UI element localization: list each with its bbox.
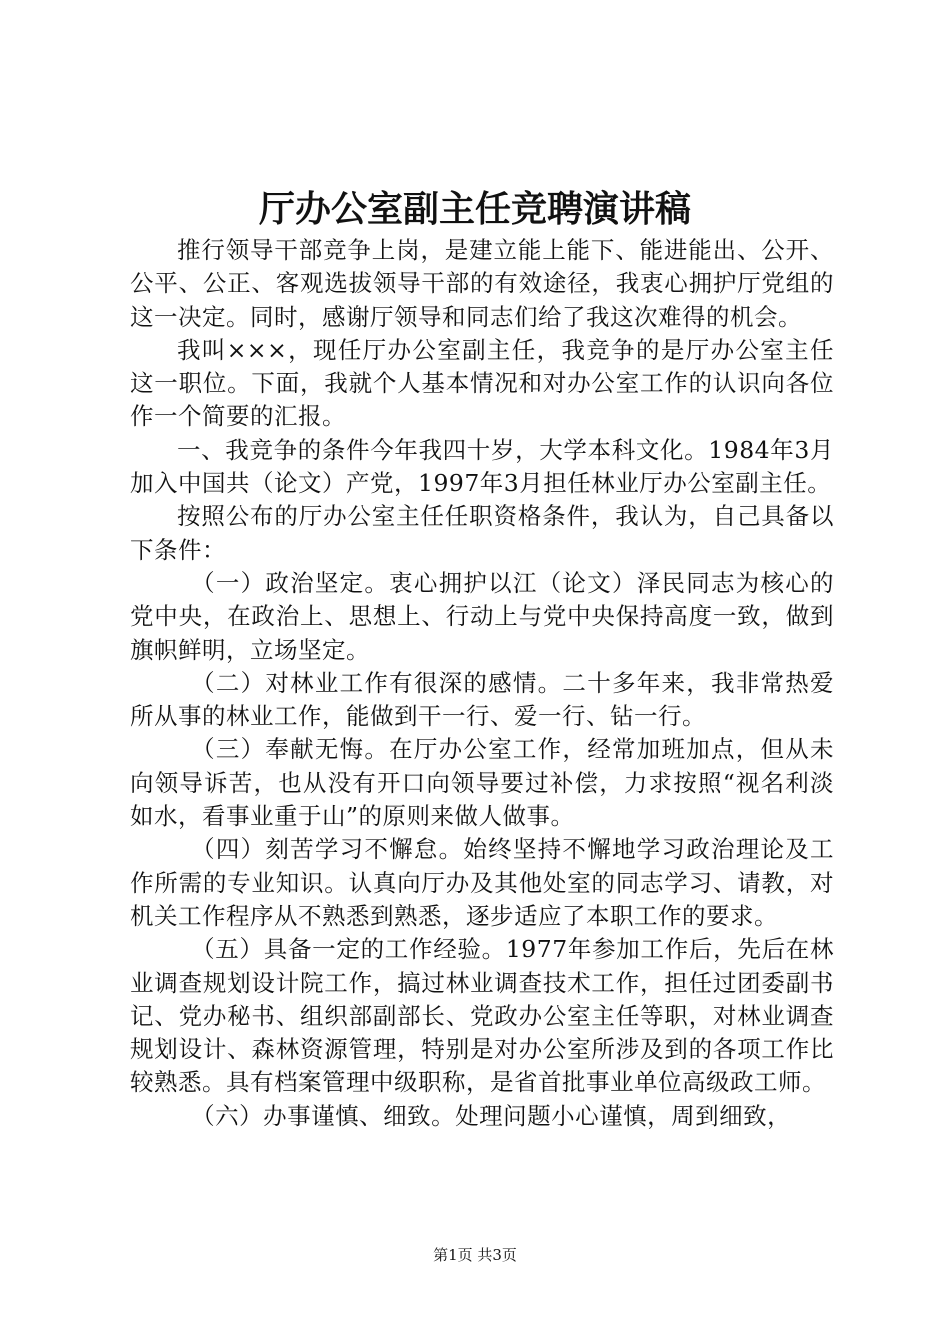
paragraph-item-4: （四）刻苦学习不懈怠。始终坚持不懈地学习政治理论及工作所需的专业知识。认真向厅办及其他处室的同志学习、请教，对机关工作程序从不熟悉到熟悉，逐步适应了本职工作的要求。 [130, 835, 834, 930]
paragraph-item-1: （一）政治坚定。衷心拥护以江（论文）泽民同志为核心的党中央，在政治上、思想上、行动上与党中央保持高度一致，做到旗帜鲜明，立场坚定。 [130, 568, 834, 664]
paragraph-intro: 推行领导干部竞争上岗，是建立能上能下、能进能出、公开、公平、公正、客观选拔领导干部的有效途径，我衷心拥护厅党组的这一决定。同时，感谢厅领导和同志们给了我这次难得的机会。 [130, 236, 834, 331]
paragraph-item-5: （五）具备一定的工作经验。1977年参加工作后，先后在林业调查规划设计院工作，搞过林业调查技术工作，担任过团委副书记、党办秘书、组织部副部长、党政办公室主任等职，对林业调查规划设计、森林资源管理，特别是对办公室所涉及到的各项工作比较熟悉。具有档案管理中级职称，是省首批事业单位高级政工师。 [130, 935, 834, 1097]
paragraph-self-intro: 我叫×××，现任厅办公室副主任，我竞争的是厅办公室主任这一职位。下面，我就个人基本情况和对办公室工作的认识向各位作一个简要的汇报。 [130, 335, 834, 431]
document-title: 厅办公室副主任竞聘演讲稿 [258, 188, 691, 230]
paragraph-qualifications: 按照公布的厅办公室主任任职资格条件，我认为，自己具备以下条件： [130, 502, 834, 564]
paragraph-conditions-heading: 一、我竞争的条件今年我四十岁，大学本科文化。1984年3月加入中国共（论文）产党，1997年3月担任林业厅办公室副主任。 [130, 435, 834, 498]
paragraph-item-6: （六）办事谨慎、细致。处理问题小心谨慎，周到细致， [191, 1101, 792, 1130]
document-body [130, 234, 834, 1133]
page-number-footer: 第1页 共3页 [433, 1246, 517, 1264]
paragraph-item-2: （二）对林业工作有很深的感情。二十多年来，我非常热爱所从事的林业工作，能做到干一行、爱一行、钻一行。 [130, 668, 834, 731]
paragraph-item-3: （三）奉献无悔。在厅办公室工作，经常加班加点，但从未向领导诉苦，也从没有开口向领导要过补偿，力求按照“视名利淡如水，看事业重于山”的原则来做人做事。 [130, 735, 834, 831]
